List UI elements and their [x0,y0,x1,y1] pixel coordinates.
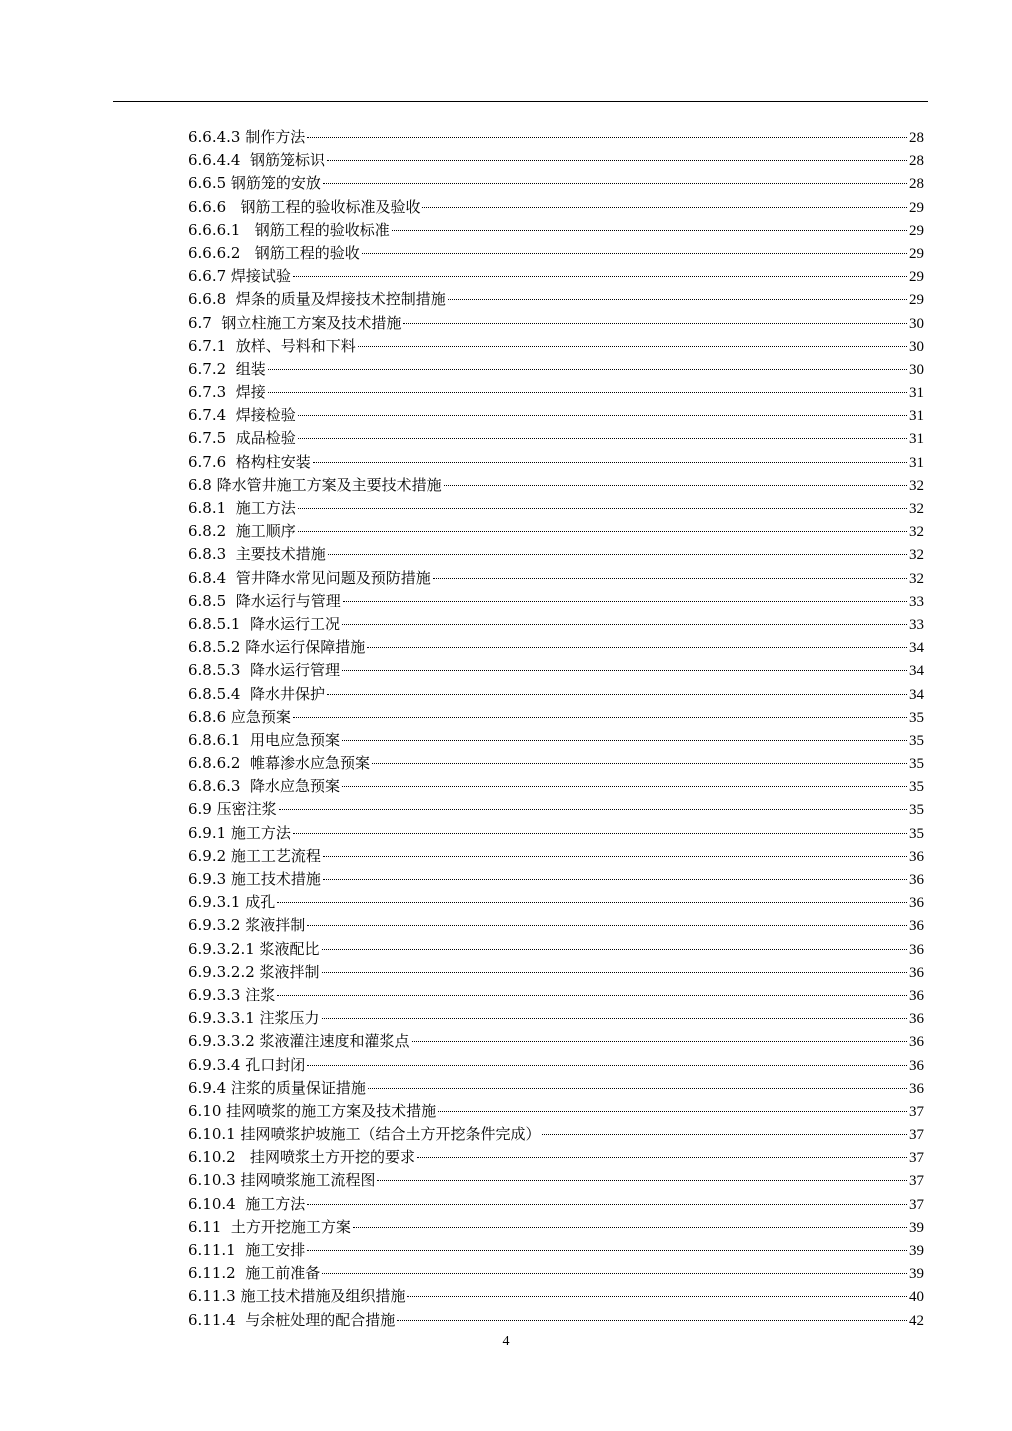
toc-entry[interactable] [188,543,924,566]
toc-entry[interactable] [188,312,924,335]
toc-dot-leader [307,1065,907,1066]
toc-entry-title: 6.9.3.3.2 浆液灌注速度和灌浆点 [188,1032,410,1051]
toc-entry[interactable] [188,474,924,497]
toc-entry-page: 37 [909,1173,924,1190]
toc-entry-page: 35 [909,779,924,796]
toc-entry-page: 37 [909,1196,924,1213]
toc-entry-page: 29 [909,199,924,216]
toc-entry-page: 37 [909,1127,924,1144]
toc-entry-title: 6.8.6 应急预案 [188,707,291,726]
toc-entry[interactable] [188,1216,924,1239]
toc-entry-page: 32 [909,524,924,541]
toc-entry[interactable] [188,822,924,845]
toc-entry[interactable] [188,845,924,868]
toc-entry-title: 6.9.3 施工技术措施 [188,870,321,888]
toc-entry-title: 6.8.5.1 降水运行工况 [188,614,341,633]
toc-entry[interactable] [188,752,924,775]
toc-dot-leader [342,786,907,787]
toc-entry[interactable] [188,358,924,381]
toc-entry-title: 6.8.1 施工方法 [188,499,296,517]
toc-entry-page: 34 [909,640,924,657]
toc-entry-page: 35 [909,802,924,819]
toc-entry[interactable] [188,659,924,682]
toc-entry-page: 32 [909,547,924,564]
toc-entry-title: 6.8.6.3 降水应急预案 [188,777,341,796]
toc-dot-leader [342,624,907,625]
toc-entry-title: 6.11.2 施工前准备 [188,1264,321,1283]
toc-entry-title: 6.11.1 施工安排 [188,1241,306,1259]
toc-dot-leader [298,508,907,509]
toc-entry[interactable] [188,961,924,984]
toc-entry-page: 34 [909,663,924,680]
toc-dot-leader [307,137,907,138]
toc-entry-title: 6.8.5.2 降水运行保障措施 [188,638,366,657]
toc-dot-leader [407,1296,907,1297]
table-of-contents [188,126,924,1332]
toc-entry-title: 6.9.4 注浆的质量保证措施 [188,1078,366,1097]
toc-entry-page: 30 [909,338,924,355]
toc-entry[interactable] [188,381,924,404]
toc-entry-title: 6.9.1 施工方法 [188,823,291,842]
toc-entry-page: 33 [909,616,924,633]
toc-entry[interactable] [188,1262,924,1285]
toc-entry-page: 39 [909,1219,924,1236]
toc-entry-page: 32 [909,477,924,494]
toc-entry-title: 6.9.3.4 孔口封闭 [188,1055,306,1074]
toc-entry[interactable] [188,196,924,219]
toc-entry-page: 36 [909,895,924,912]
toc-entry-title: 6.7.3 焊接 [188,383,266,402]
toc-entry[interactable] [188,172,924,195]
toc-entry-title: 6.11.4 与余桩处理的配合措施 [188,1310,396,1329]
toc-entry[interactable] [188,219,924,242]
toc-entry[interactable] [188,567,924,590]
toc-dot-leader [397,1320,907,1321]
toc-entry-title: 6.9.3.2 浆液拌制 [188,916,306,935]
toc-entry-title: 6.8.4 管井降水常见问题及预防措施 [188,568,431,587]
toc-entry[interactable] [188,1169,924,1192]
toc-dot-leader [412,1041,907,1042]
toc-dot-leader [444,485,907,486]
toc-entry-page: 28 [909,130,924,146]
toc-entry-title: 6.11.3 施工技术措施及组织措施 [188,1287,406,1306]
toc-dot-leader [307,925,907,926]
toc-entry-page: 35 [909,732,924,749]
toc-entry-page: 37 [909,1103,924,1120]
toc-entry[interactable] [188,520,924,543]
header-rule [113,101,928,102]
toc-entry[interactable] [188,126,924,149]
toc-entry-page: 36 [909,848,924,865]
toc-entry[interactable] [188,1007,924,1030]
toc-dot-leader [323,879,907,880]
toc-entry[interactable] [188,590,924,613]
toc-dot-leader [327,694,907,695]
toc-entry[interactable] [188,1123,924,1146]
toc-entry-page: 29 [909,245,924,262]
toc-entry-title: 6.10 挂网喷浆的施工方案及技术措施 [188,1101,437,1120]
toc-entry-page: 36 [909,987,924,1004]
toc-entry-title: 6.10.2 挂网喷浆土方开挖的要求 [188,1148,416,1167]
toc-entry-page: 35 [909,709,924,726]
toc-dot-leader [293,833,907,834]
toc-entry-page: 35 [909,825,924,842]
toc-entry-page: 32 [909,501,924,517]
toc-entry[interactable] [188,729,924,752]
toc-entry[interactable] [188,1030,924,1053]
toc-dot-leader [323,856,907,857]
toc-entry-title: 6.11 土方开挖施工方案 [188,1217,351,1236]
toc-entry[interactable] [188,1100,924,1123]
toc-dot-leader [322,972,907,973]
toc-entry-title: 6.7 钢立柱施工方案及技术措施 [188,313,402,332]
page-number: 4 [502,1334,510,1349]
toc-dot-leader [307,1250,907,1251]
toc-dot-leader [377,1180,907,1181]
toc-entry[interactable] [188,1146,924,1169]
toc-dot-leader [403,323,907,324]
toc-entry-title: 6.6.4.3 制作方法 [188,128,306,146]
toc-entry-title: 6.10.3 挂网喷浆施工流程图 [188,1171,376,1190]
toc-entry-page: 28 [909,153,924,170]
toc-dot-leader [307,1204,907,1205]
toc-entry[interactable] [188,451,924,474]
toc-entry-page: 32 [909,570,924,587]
toc-entry[interactable] [188,149,924,172]
toc-entry-page: 40 [909,1289,924,1306]
toc-dot-leader [372,763,907,764]
toc-dot-leader [298,531,907,532]
toc-dot-leader [293,276,907,277]
toc-entry-title: 6.6.6.2 钢筋工程的验收 [188,243,360,262]
toc-dot-leader [328,554,907,555]
toc-entry-page: 29 [909,222,924,239]
toc-entry[interactable] [188,1285,924,1308]
toc-entry-title: 6.10.1 挂网喷浆护坡施工（结合土方开挖条件完成） [188,1125,541,1144]
toc-dot-leader [293,717,907,718]
toc-entry-title: 6.8.5.3 降水运行管理 [188,661,341,680]
toc-entry-title: 6.6.6.1 钢筋工程的验收标准 [188,220,390,239]
toc-dot-leader [298,415,907,416]
toc-dot-leader [392,230,907,231]
toc-entry-title: 6.8 降水管井施工方案及主要技术措施 [188,475,442,494]
toc-entry-title: 6.9.3.3.1 注浆压力 [188,1009,320,1028]
toc-dot-leader [433,578,907,579]
toc-entry-title: 6.9.2 施工工艺流程 [188,846,321,865]
toc-entry-page: 29 [909,292,924,309]
toc-entry-page: 30 [909,315,924,332]
toc-entry-title: 6.7.2 组装 [188,359,266,378]
toc-dot-leader [367,647,907,648]
toc-entry-page: 36 [909,872,924,888]
toc-dot-leader [268,392,907,393]
toc-entry-page: 39 [909,1243,924,1259]
toc-dot-leader [322,1273,907,1274]
toc-entry[interactable] [188,497,924,520]
toc-dot-leader [353,1227,907,1228]
toc-entry[interactable] [188,798,924,821]
toc-entry[interactable] [188,868,924,891]
toc-entry-title: 6.9 压密注浆 [188,800,277,819]
toc-dot-leader [448,299,907,300]
toc-entry[interactable] [188,683,924,706]
toc-entry-title: 6.7.4 焊接检验 [188,406,296,425]
toc-entry-page: 35 [909,756,924,773]
toc-dot-leader [358,346,907,347]
toc-entry-page: 39 [909,1266,924,1283]
toc-entry-title: 6.8.5 降水运行与管理 [188,591,341,610]
toc-entry[interactable] [188,1309,924,1332]
toc-entry-title: 6.9.3.1 成孔 [188,893,276,912]
toc-entry-title: 6.8.6.1 用电应急预案 [188,730,341,749]
toc-entry[interactable] [188,914,924,937]
toc-dot-leader [438,1111,907,1112]
toc-entry-page: 36 [909,1011,924,1028]
toc-entry-page: 37 [909,1150,924,1167]
toc-dot-leader [327,160,907,161]
toc-entry-title: 6.7.6 格构柱安装 [188,452,311,471]
toc-dot-leader [322,1018,907,1019]
toc-entry[interactable] [188,1054,924,1077]
toc-dot-leader [277,995,907,996]
toc-entry-page: 28 [909,176,924,193]
toc-dot-leader [279,809,907,810]
toc-entry-page: 31 [909,385,924,402]
toc-entry[interactable] [188,242,924,265]
toc-entry-page: 31 [909,408,924,425]
toc-entry[interactable] [188,706,924,729]
toc-entry-title: 6.6.7 焊接试验 [188,267,291,286]
toc-entry-title: 6.8.2 施工顺序 [188,522,296,541]
toc-entry[interactable] [188,404,924,427]
toc-entry[interactable] [188,891,924,914]
toc-entry-title: 6.10.4 施工方法 [188,1194,306,1213]
toc-entry-page: 36 [909,1057,924,1074]
toc-dot-leader [362,253,907,254]
toc-entry-title: 6.9.3.3 注浆 [188,985,276,1004]
toc-dot-leader [323,183,907,184]
toc-entry[interactable] [188,1193,924,1216]
toc-entry-title: 6.9.3.2.2 浆液拌制 [188,962,320,981]
toc-dot-leader [542,1134,907,1135]
toc-entry-page: 34 [909,686,924,703]
toc-entry[interactable] [188,1239,924,1262]
toc-entry-page: 29 [909,269,924,286]
toc-entry-title: 6.6.5 钢筋笼的安放 [188,174,321,193]
toc-entry-page: 31 [909,454,924,471]
toc-entry[interactable] [188,613,924,636]
toc-entry[interactable] [188,938,924,961]
toc-entry-title: 6.9.3.2.1 浆液配比 [188,939,320,958]
toc-dot-leader [417,1157,907,1158]
toc-entry-page: 36 [909,1080,924,1097]
toc-entry-page: 36 [909,941,924,958]
toc-entry-title: 6.8.5.4 降水井保护 [188,684,326,703]
toc-entry-title: 6.6.6 钢筋工程的验收标准及验收 [188,197,421,216]
toc-entry-page: 30 [909,361,924,378]
toc-entry[interactable] [188,335,924,358]
toc-entry-page: 36 [909,918,924,935]
toc-entry[interactable] [188,1077,924,1100]
toc-entry[interactable] [188,265,924,288]
toc-entry-title: 6.8.6.2 帷幕渗水应急预案 [188,754,371,773]
toc-entry[interactable] [188,636,924,659]
toc-entry-page: 36 [909,964,924,981]
toc-entry[interactable] [188,775,924,798]
toc-entry-page: 42 [909,1312,924,1329]
toc-entry-title: 6.8.3 主要技术措施 [188,545,326,564]
toc-dot-leader [342,670,907,671]
toc-dot-leader [277,902,907,903]
toc-dot-leader [268,369,907,370]
toc-dot-leader [298,438,907,439]
toc-entry-title: 6.7.5 成品检验 [188,429,296,448]
toc-entry-title: 6.6.4.4 钢筋笼标识 [188,151,326,170]
toc-dot-leader [368,1088,907,1089]
toc-dot-leader [322,949,907,950]
toc-dot-leader [422,207,907,208]
toc-entry-page: 31 [909,431,924,448]
toc-dot-leader [313,462,907,463]
toc-dot-leader [343,601,907,602]
toc-entry[interactable] [188,427,924,450]
toc-entry-page: 36 [909,1034,924,1051]
toc-entry[interactable] [188,984,924,1007]
toc-entry-title: 6.6.8 焊条的质量及焊接技术控制措施 [188,290,446,309]
toc-entry[interactable] [188,288,924,311]
toc-entry-title: 6.7.1 放样、号料和下料 [188,336,356,355]
toc-dot-leader [342,740,907,741]
toc-entry-page: 33 [909,593,924,610]
